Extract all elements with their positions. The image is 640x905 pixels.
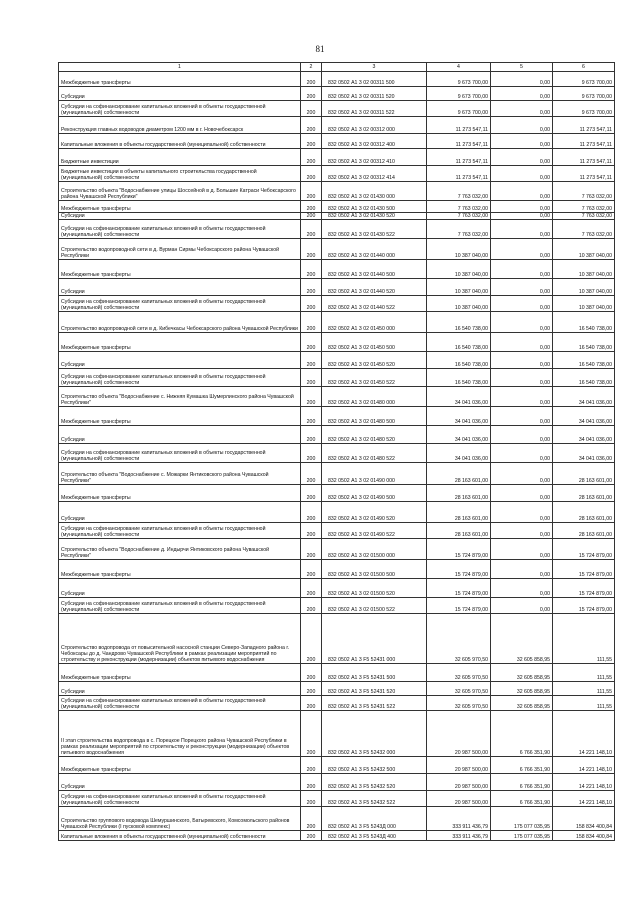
row-value-5: 0,00 bbox=[491, 352, 553, 369]
row-budget-code: 832 0502 А1 3 02 01490 520 bbox=[322, 502, 427, 523]
row-code: 200 bbox=[301, 134, 322, 149]
row-code: 200 bbox=[301, 220, 322, 239]
row-budget-code: 832 0502 А1 3 02 00312 414 bbox=[322, 166, 427, 182]
row-value-5: 6 766 351,90 bbox=[491, 791, 553, 807]
row-value-4: 32 605 970,50 bbox=[427, 614, 491, 664]
row-value-4: 28 163 601,00 bbox=[427, 485, 491, 502]
row-budget-code: 832 0502 А1 3 02 01440 522 bbox=[322, 296, 427, 312]
row-value-4: 11 273 547,11 bbox=[427, 149, 491, 166]
row-budget-code: 832 0502 А1 3 F5 52431 520 bbox=[322, 682, 427, 696]
row-name: Реконструкция главных водоводов диаметром 1200 мм в г. Новочебоксарск bbox=[59, 117, 301, 134]
table-row bbox=[59, 101, 615, 117]
row-value-5: 175 077 035,95 bbox=[491, 831, 553, 841]
row-value-4: 11 273 547,11 bbox=[427, 117, 491, 134]
table-row bbox=[59, 463, 615, 485]
row-value-4: 20 987 500,00 bbox=[427, 774, 491, 791]
row-code: 200 bbox=[301, 239, 322, 260]
row-value-6: 15 724 879,00 bbox=[553, 560, 615, 579]
row-name: Капитальные вложения в объекты государственной (муниципальной) собственности bbox=[59, 831, 301, 841]
row-code: 200 bbox=[301, 579, 322, 598]
column-header: 2 bbox=[301, 63, 322, 72]
row-value-4: 28 163 601,00 bbox=[427, 463, 491, 485]
row-value-6: 28 163 601,00 bbox=[553, 463, 615, 485]
row-budget-code: 832 0502 А1 3 02 01450 500 bbox=[322, 333, 427, 352]
row-code: 200 bbox=[301, 523, 322, 539]
row-value-6: 9 673 700,00 bbox=[553, 87, 615, 101]
row-code: 200 bbox=[301, 333, 322, 352]
row-name: Субсидии на софинансирование капитальных вложений в объекты государственной (муниципальной) собственности bbox=[59, 523, 301, 539]
row-value-6: 34 041 036,00 bbox=[553, 444, 615, 463]
row-code: 200 bbox=[301, 598, 322, 614]
table-row bbox=[59, 444, 615, 463]
row-value-5: 0,00 bbox=[491, 182, 553, 201]
row-name: Строительство водопроводной сети в д. Кибечкасы Чебоксарского района Чувашской Республики bbox=[59, 312, 301, 333]
row-value-5: 0,00 bbox=[491, 260, 553, 279]
row-code: 200 bbox=[301, 682, 322, 696]
row-value-4: 28 163 601,00 bbox=[427, 523, 491, 539]
row-budget-code: 832 0502 А1 3 F5 52431 500 bbox=[322, 664, 427, 682]
row-value-6: 15 724 879,00 bbox=[553, 539, 615, 560]
table-row bbox=[59, 539, 615, 560]
row-value-4: 7 763 032,00 bbox=[427, 220, 491, 239]
table-row bbox=[59, 213, 615, 220]
row-value-4: 7 763 032,00 bbox=[427, 201, 491, 213]
table-row bbox=[59, 560, 615, 579]
row-value-6: 10 387 040,00 bbox=[553, 260, 615, 279]
row-value-6: 111,55 bbox=[553, 614, 615, 664]
table-row bbox=[59, 296, 615, 312]
table-row bbox=[59, 614, 615, 664]
row-code: 200 bbox=[301, 201, 322, 213]
row-value-4: 333 911 436,79 bbox=[427, 807, 491, 831]
table-row bbox=[59, 134, 615, 149]
row-name: Субсидии на софинансирование капитальных вложений в объекты государственной (муниципальной) собственности bbox=[59, 696, 301, 711]
row-value-6: 7 763 032,00 bbox=[553, 201, 615, 213]
budget-table bbox=[58, 62, 615, 841]
table-row bbox=[59, 696, 615, 711]
row-value-5: 0,00 bbox=[491, 333, 553, 352]
row-name: Межбюджетные трансферты bbox=[59, 757, 301, 774]
table-row bbox=[59, 239, 615, 260]
row-code: 200 bbox=[301, 260, 322, 279]
row-value-4: 34 041 036,00 bbox=[427, 426, 491, 444]
row-name: Бюджетные инвестиции в объекты капитального строительства государственной (муниципальной) собственности bbox=[59, 166, 301, 182]
row-value-5: 0,00 bbox=[491, 463, 553, 485]
row-value-4: 16 540 738,00 bbox=[427, 352, 491, 369]
row-code: 200 bbox=[301, 560, 322, 579]
row-budget-code: 832 0502 А1 3 02 01480 500 bbox=[322, 407, 427, 426]
row-value-6: 111,55 bbox=[553, 664, 615, 682]
row-budget-code: 832 0502 А1 3 02 01480 522 bbox=[322, 444, 427, 463]
row-budget-code: 832 0502 А1 3 02 01450 520 bbox=[322, 352, 427, 369]
row-budget-code: 832 0502 А1 3 02 01500 500 bbox=[322, 560, 427, 579]
row-budget-code: 832 0502 А1 3 02 00312 000 bbox=[322, 117, 427, 134]
row-name: Субсидии bbox=[59, 352, 301, 369]
row-code: 200 bbox=[301, 774, 322, 791]
row-name: Капитальные вложения в объекты государственной (муниципальной) собственности bbox=[59, 134, 301, 149]
column-header: 6 bbox=[553, 63, 615, 72]
row-code: 200 bbox=[301, 213, 322, 220]
row-value-4: 333 911 436,79 bbox=[427, 831, 491, 841]
row-value-6: 158 834 400,84 bbox=[553, 807, 615, 831]
row-code: 200 bbox=[301, 352, 322, 369]
row-name: Межбюджетные трансферты bbox=[59, 560, 301, 579]
row-value-4: 34 041 036,00 bbox=[427, 387, 491, 407]
row-value-6: 11 273 547,11 bbox=[553, 134, 615, 149]
row-budget-code: 832 0502 А1 3 02 01500 520 bbox=[322, 579, 427, 598]
row-value-5: 32 605 858,95 bbox=[491, 664, 553, 682]
row-code: 200 bbox=[301, 407, 322, 426]
row-value-6: 16 540 738,00 bbox=[553, 312, 615, 333]
table-row bbox=[59, 485, 615, 502]
row-value-6: 11 273 547,11 bbox=[553, 166, 615, 182]
row-value-5: 0,00 bbox=[491, 220, 553, 239]
row-value-4: 32 605 970,50 bbox=[427, 696, 491, 711]
table-row bbox=[59, 117, 615, 134]
row-budget-code: 832 0502 А1 3 02 00311 520 bbox=[322, 87, 427, 101]
row-name: II этап строительства водопровода в с. Порецкое Порецкого района Чувашской Республики в рамках реализации мероприятий по строительству и реконструкции (модернизации) объектов питьевого водоснабжения bbox=[59, 711, 301, 757]
row-value-5: 32 605 858,95 bbox=[491, 682, 553, 696]
row-name: Строительство объекта "Водоснабжение д. Индырчи Янтиковского района Чувашской Республики" bbox=[59, 539, 301, 560]
row-code: 200 bbox=[301, 614, 322, 664]
row-value-5: 0,00 bbox=[491, 369, 553, 387]
row-value-5: 0,00 bbox=[491, 523, 553, 539]
row-value-4: 11 273 547,11 bbox=[427, 166, 491, 182]
row-value-6: 16 540 738,00 bbox=[553, 352, 615, 369]
table-row bbox=[59, 757, 615, 774]
row-budget-code: 832 0502 А1 3 02 01430 522 bbox=[322, 220, 427, 239]
row-value-4: 20 987 500,00 bbox=[427, 711, 491, 757]
row-value-5: 0,00 bbox=[491, 279, 553, 296]
row-code: 200 bbox=[301, 485, 322, 502]
row-budget-code: 832 0502 А1 3 02 01440 500 bbox=[322, 260, 427, 279]
row-name: Межбюджетные трансферты bbox=[59, 260, 301, 279]
row-value-5: 6 766 351,90 bbox=[491, 774, 553, 791]
row-budget-code: 832 0502 А1 3 02 01430 500 bbox=[322, 201, 427, 213]
row-value-4: 28 163 601,00 bbox=[427, 502, 491, 523]
row-value-5: 6 766 351,90 bbox=[491, 711, 553, 757]
table-row bbox=[59, 72, 615, 87]
row-value-4: 9 673 700,00 bbox=[427, 87, 491, 101]
row-value-4: 9 673 700,00 bbox=[427, 101, 491, 117]
row-budget-code: 832 0502 А1 3 F5 52432 500 bbox=[322, 757, 427, 774]
row-value-6: 15 724 879,00 bbox=[553, 579, 615, 598]
row-code: 200 bbox=[301, 791, 322, 807]
row-value-6: 11 273 547,11 bbox=[553, 149, 615, 166]
row-budget-code: 832 0502 А1 3 F5 52431 000 bbox=[322, 614, 427, 664]
row-name: Субсидии bbox=[59, 426, 301, 444]
row-value-4: 15 724 879,00 bbox=[427, 560, 491, 579]
row-code: 200 bbox=[301, 463, 322, 485]
row-budget-code: 832 0502 А1 3 F5 52431 522 bbox=[322, 696, 427, 711]
table-row bbox=[59, 279, 615, 296]
row-budget-code: 832 0502 А1 3 02 00312 410 bbox=[322, 149, 427, 166]
page-number: 81 bbox=[315, 44, 325, 54]
row-value-4: 16 540 738,00 bbox=[427, 369, 491, 387]
row-value-5: 0,00 bbox=[491, 502, 553, 523]
row-value-6: 11 273 547,11 bbox=[553, 117, 615, 134]
row-value-4: 34 041 036,00 bbox=[427, 444, 491, 463]
row-value-5: 0,00 bbox=[491, 485, 553, 502]
row-name: Субсидии на софинансирование капитальных вложений в объекты государственной (муниципальной) собственности bbox=[59, 369, 301, 387]
row-budget-code: 832 0502 А1 3 02 00312 400 bbox=[322, 134, 427, 149]
row-value-5: 0,00 bbox=[491, 598, 553, 614]
row-value-4: 34 041 036,00 bbox=[427, 407, 491, 426]
row-code: 200 bbox=[301, 757, 322, 774]
table-row bbox=[59, 579, 615, 598]
row-name: Строительство объекта "Водоснабжение с. Можарки Янтиковского района Чувашской Республики" bbox=[59, 463, 301, 485]
row-code: 200 bbox=[301, 502, 322, 523]
row-code: 200 bbox=[301, 72, 322, 87]
column-header: 3 bbox=[322, 63, 427, 72]
row-code: 200 bbox=[301, 369, 322, 387]
row-code: 200 bbox=[301, 696, 322, 711]
row-value-5: 32 605 858,95 bbox=[491, 696, 553, 711]
row-name: Субсидии на софинансирование капитальных вложений в объекты государственной (муниципальной) собственности bbox=[59, 296, 301, 312]
row-value-5: 0,00 bbox=[491, 579, 553, 598]
row-name: Субсидии bbox=[59, 502, 301, 523]
row-value-4: 10 387 040,00 bbox=[427, 279, 491, 296]
row-value-5: 0,00 bbox=[491, 539, 553, 560]
row-code: 200 bbox=[301, 426, 322, 444]
table-row bbox=[59, 333, 615, 352]
table-row bbox=[59, 502, 615, 523]
row-budget-code: 832 0502 А1 3 F5 52432 522 bbox=[322, 791, 427, 807]
row-code: 200 bbox=[301, 312, 322, 333]
row-name: Строительство объекта "Водоснабжение с. Нижняя Кумашка Шумерлинского района Чувашской Республики" bbox=[59, 387, 301, 407]
row-budget-code: 832 0502 А1 3 02 01450 000 bbox=[322, 312, 427, 333]
row-name: Субсидии на софинансирование капитальных вложений в объекты государственной (муниципальной) собственности bbox=[59, 598, 301, 614]
row-value-6: 14 221 148,10 bbox=[553, 774, 615, 791]
row-value-6: 16 540 738,00 bbox=[553, 369, 615, 387]
row-value-6: 9 673 700,00 bbox=[553, 72, 615, 87]
row-value-6: 10 387 040,00 bbox=[553, 279, 615, 296]
table-row bbox=[59, 831, 615, 841]
table-row bbox=[59, 807, 615, 831]
row-code: 200 bbox=[301, 166, 322, 182]
table-row bbox=[59, 182, 615, 201]
row-name: Межбюджетные трансферты bbox=[59, 485, 301, 502]
row-budget-code: 832 0502 А1 3 02 01440 520 bbox=[322, 279, 427, 296]
row-value-6: 28 163 601,00 bbox=[553, 502, 615, 523]
table-row bbox=[59, 426, 615, 444]
row-value-6: 14 221 148,10 bbox=[553, 791, 615, 807]
row-code: 200 bbox=[301, 149, 322, 166]
row-value-4: 16 540 738,00 bbox=[427, 312, 491, 333]
table-row bbox=[59, 312, 615, 333]
row-budget-code: 832 0502 А1 3 02 01440 000 bbox=[322, 239, 427, 260]
row-code: 200 bbox=[301, 279, 322, 296]
row-value-6: 9 673 700,00 bbox=[553, 101, 615, 117]
row-code: 200 bbox=[301, 87, 322, 101]
table-row bbox=[59, 387, 615, 407]
row-value-4: 32 605 970,50 bbox=[427, 682, 491, 696]
table-row bbox=[59, 352, 615, 369]
row-value-6: 158 834 400,84 bbox=[553, 831, 615, 841]
table-row bbox=[59, 149, 615, 166]
row-value-4: 10 387 040,00 bbox=[427, 239, 491, 260]
row-code: 200 bbox=[301, 831, 322, 841]
row-value-5: 0,00 bbox=[491, 201, 553, 213]
row-value-5: 0,00 bbox=[491, 101, 553, 117]
row-name: Строительство объекта "Водоснабжение улицы Шоссейной в д. Большие Катраси Чебоксарского района Чувашской Республики" bbox=[59, 182, 301, 201]
row-code: 200 bbox=[301, 807, 322, 831]
row-value-4: 15 724 879,00 bbox=[427, 598, 491, 614]
row-code: 200 bbox=[301, 117, 322, 134]
row-code: 200 bbox=[301, 444, 322, 463]
row-value-6: 10 387 040,00 bbox=[553, 239, 615, 260]
row-budget-code: 832 0502 А1 3 02 00311 500 bbox=[322, 72, 427, 87]
row-value-6: 7 763 032,00 bbox=[553, 220, 615, 239]
row-code: 200 bbox=[301, 664, 322, 682]
row-budget-code: 832 0502 А1 3 02 01490 000 bbox=[322, 463, 427, 485]
row-name: Субсидии на софинансирование капитальных вложений в объекты государственной (муниципальной) собственности bbox=[59, 220, 301, 239]
row-value-6: 10 387 040,00 bbox=[553, 296, 615, 312]
row-value-5: 0,00 bbox=[491, 407, 553, 426]
row-value-6: 14 221 148,10 bbox=[553, 711, 615, 757]
row-code: 200 bbox=[301, 711, 322, 757]
row-budget-code: 832 0502 А1 3 F5 52432 520 bbox=[322, 774, 427, 791]
row-name: Строительство водопроводной сети в д. Вурман Сирмы Чебоксарского района Чувашской Республики bbox=[59, 239, 301, 260]
table-row bbox=[59, 682, 615, 696]
column-header: 4 bbox=[427, 63, 491, 72]
row-value-5: 32 605 858,95 bbox=[491, 614, 553, 664]
row-name: Субсидии на софинансирование капитальных вложений в объекты государственной (муниципальной) собственности bbox=[59, 101, 301, 117]
table-row bbox=[59, 166, 615, 182]
row-value-6: 111,55 bbox=[553, 682, 615, 696]
table-header-row bbox=[59, 63, 615, 72]
row-name: Межбюджетные трансферты bbox=[59, 72, 301, 87]
row-name: Субсидии bbox=[59, 279, 301, 296]
row-name: Межбюджетные трансферты bbox=[59, 201, 301, 213]
row-value-5: 0,00 bbox=[491, 149, 553, 166]
row-name: Субсидии bbox=[59, 579, 301, 598]
row-value-5: 0,00 bbox=[491, 166, 553, 182]
row-name: Бюджетные инвестиции bbox=[59, 149, 301, 166]
row-value-5: 0,00 bbox=[491, 213, 553, 220]
row-value-6: 15 724 879,00 bbox=[553, 598, 615, 614]
row-code: 200 bbox=[301, 387, 322, 407]
row-value-6: 7 763 032,00 bbox=[553, 182, 615, 201]
row-value-5: 0,00 bbox=[491, 387, 553, 407]
row-value-4: 7 763 032,00 bbox=[427, 182, 491, 201]
column-header: 5 bbox=[491, 63, 553, 72]
row-name: Субсидии на софинансирование капитальных вложений в объекты государственной (муниципальной) собственности bbox=[59, 791, 301, 807]
row-name: Строительство водопровода от повысительной насосной станции Северо-Западного района г. Чебоксары до д. Чандрово Чувашской Республики в рамках реализации мероприятий по строительству и реконструкции (модернизации) объектов питьевого водоснабжения bbox=[59, 614, 301, 664]
row-value-5: 0,00 bbox=[491, 87, 553, 101]
row-budget-code: 832 0502 А1 3 02 01490 500 bbox=[322, 485, 427, 502]
row-value-5: 175 077 035,95 bbox=[491, 807, 553, 831]
table-row bbox=[59, 791, 615, 807]
row-value-4: 15 724 879,00 bbox=[427, 539, 491, 560]
row-budget-code: 832 0502 А1 3 02 01480 000 bbox=[322, 387, 427, 407]
row-name: Межбюджетные трансферты bbox=[59, 664, 301, 682]
row-value-6: 28 163 601,00 bbox=[553, 485, 615, 502]
column-header: 1 bbox=[59, 63, 301, 72]
row-value-5: 0,00 bbox=[491, 134, 553, 149]
row-budget-code: 832 0502 А1 3 02 01500 522 bbox=[322, 598, 427, 614]
row-value-6: 16 540 738,00 bbox=[553, 333, 615, 352]
row-value-5: 0,00 bbox=[491, 72, 553, 87]
row-budget-code: 832 0502 А1 3 02 01480 520 bbox=[322, 426, 427, 444]
row-budget-code: 832 0502 А1 3 02 01490 522 bbox=[322, 523, 427, 539]
table-row bbox=[59, 407, 615, 426]
row-value-6: 14 221 148,10 bbox=[553, 757, 615, 774]
row-name: Межбюджетные трансферты bbox=[59, 407, 301, 426]
table-row bbox=[59, 774, 615, 791]
table-row bbox=[59, 598, 615, 614]
row-value-4: 7 763 032,00 bbox=[427, 213, 491, 220]
table-row bbox=[59, 369, 615, 387]
row-budget-code: 832 0502 А1 3 02 01430 000 bbox=[322, 182, 427, 201]
row-value-4: 20 987 500,00 bbox=[427, 757, 491, 774]
row-value-4: 9 673 700,00 bbox=[427, 72, 491, 87]
row-budget-code: 832 0502 А1 3 F5 52432 000 bbox=[322, 711, 427, 757]
row-budget-code: 832 0502 А1 3 F5 5243Д 000 bbox=[322, 807, 427, 831]
row-value-4: 10 387 040,00 bbox=[427, 260, 491, 279]
row-value-4: 11 273 547,11 bbox=[427, 134, 491, 149]
row-value-5: 0,00 bbox=[491, 426, 553, 444]
row-value-5: 0,00 bbox=[491, 296, 553, 312]
row-name: Субсидии bbox=[59, 87, 301, 101]
table-row bbox=[59, 523, 615, 539]
row-name: Субсидии bbox=[59, 682, 301, 696]
row-budget-code: 832 0502 А1 3 02 01500 000 bbox=[322, 539, 427, 560]
row-value-5: 0,00 bbox=[491, 560, 553, 579]
row-value-6: 34 041 036,00 bbox=[553, 387, 615, 407]
row-value-6: 34 041 036,00 bbox=[553, 407, 615, 426]
table-row bbox=[59, 201, 615, 213]
row-name: Субсидии на софинансирование капитальных вложений в объекты государственной (муниципальной) собственности bbox=[59, 444, 301, 463]
row-value-6: 7 763 032,00 bbox=[553, 213, 615, 220]
row-value-6: 111,55 bbox=[553, 696, 615, 711]
row-value-4: 20 987 500,00 bbox=[427, 791, 491, 807]
row-value-4: 32 605 970,50 bbox=[427, 664, 491, 682]
row-budget-code: 832 0502 А1 3 02 00311 522 bbox=[322, 101, 427, 117]
table-row bbox=[59, 87, 615, 101]
row-name: Субсидии bbox=[59, 213, 301, 220]
row-value-5: 6 766 351,90 bbox=[491, 757, 553, 774]
row-value-5: 0,00 bbox=[491, 239, 553, 260]
row-value-4: 15 724 879,00 bbox=[427, 579, 491, 598]
row-value-6: 34 041 036,00 bbox=[553, 426, 615, 444]
row-name: Субсидии bbox=[59, 774, 301, 791]
row-code: 200 bbox=[301, 296, 322, 312]
row-code: 200 bbox=[301, 101, 322, 117]
row-budget-code: 832 0502 А1 3 02 01430 520 bbox=[322, 213, 427, 220]
table-row bbox=[59, 220, 615, 239]
row-code: 200 bbox=[301, 182, 322, 201]
row-name: Межбюджетные трансферты bbox=[59, 333, 301, 352]
row-code: 200 bbox=[301, 539, 322, 560]
row-value-5: 0,00 bbox=[491, 117, 553, 134]
row-budget-code: 832 0502 А1 3 F5 5243Д 400 bbox=[322, 831, 427, 841]
row-value-5: 0,00 bbox=[491, 444, 553, 463]
row-value-4: 10 387 040,00 bbox=[427, 296, 491, 312]
table-row bbox=[59, 711, 615, 757]
table-row bbox=[59, 260, 615, 279]
row-value-5: 0,00 bbox=[491, 312, 553, 333]
row-name: Строительство группового водовода Шемуршинского, Батыревского, Комсомольского районов Чувашской Республики (I пусковой комплекс) bbox=[59, 807, 301, 831]
row-value-4: 16 540 738,00 bbox=[427, 333, 491, 352]
row-budget-code: 832 0502 А1 3 02 01450 522 bbox=[322, 369, 427, 387]
table-row bbox=[59, 664, 615, 682]
row-value-6: 28 163 601,00 bbox=[553, 523, 615, 539]
